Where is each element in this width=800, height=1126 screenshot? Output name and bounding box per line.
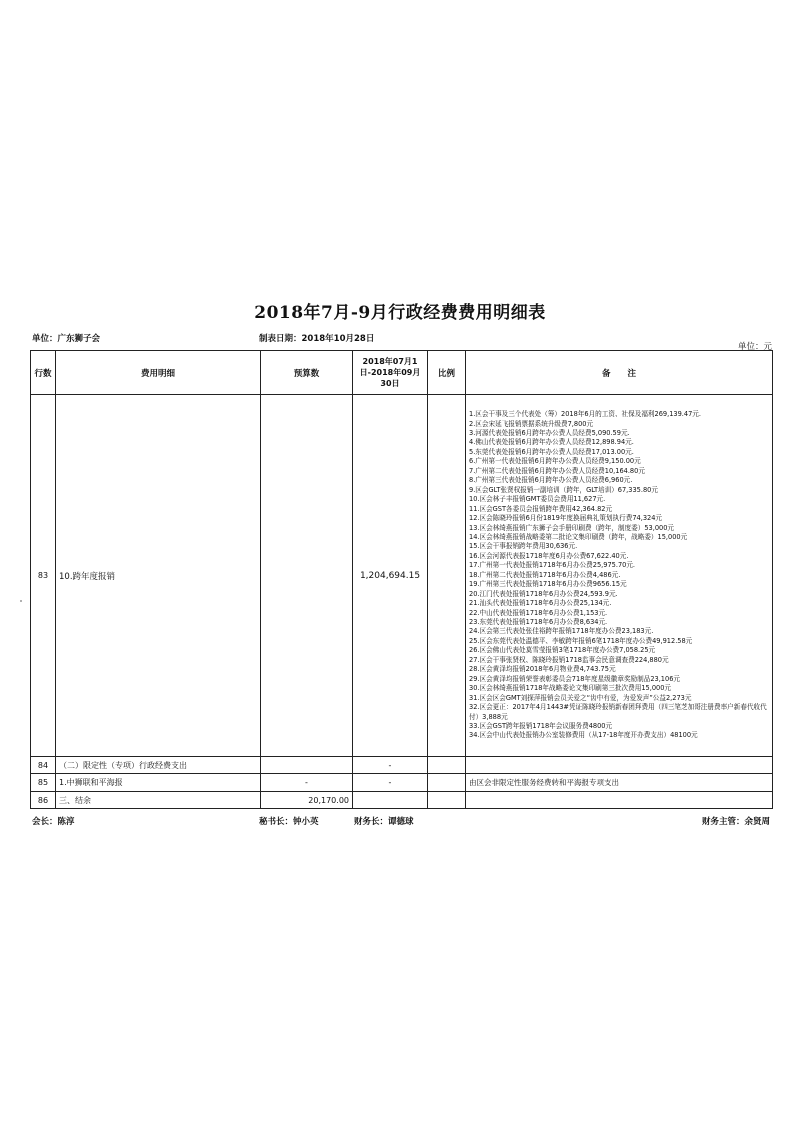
remark-line: 5.东莞代表处报销6月跨年办公费人员经费17,013.00元. <box>469 447 634 456</box>
row-number: 85 <box>31 774 56 792</box>
remark-line: 23.东莞代表处报销1718年6月办公费8,634元. <box>469 618 608 627</box>
remark-line: 7.广州第二代表处报销6月跨年办公费人员经费10,164.80元 <box>469 466 645 475</box>
remark-line: 17.广州第一代表处报销1718年6月办公费25,975.70元. <box>469 561 636 570</box>
remark-line: 4.佛山代表处报销6月跨年办公费人员经费12,898.94元. <box>469 438 634 447</box>
scan-speck <box>20 600 22 602</box>
row-budget <box>261 757 353 774</box>
currency-unit: 单位：元 <box>737 342 772 352</box>
row-remarks <box>466 395 773 757</box>
row-remark <box>466 792 773 809</box>
row-budget: - <box>261 774 353 792</box>
row-ratio <box>428 774 466 792</box>
remark-line: 18.广州第二代表处报销1718年6月办公费4,486元. <box>469 570 621 579</box>
remark-line: 9.区会GLT张贤权报销一副培训（跨年，GLT培训）67,335.80元 <box>469 485 658 494</box>
remark-line: 28.区会黄泽均报销2018年6月物业费4,743.75元 <box>469 665 616 674</box>
row-budget: 20,170.00 <box>261 792 353 809</box>
row-actual: - <box>353 757 428 774</box>
remark-line: 32.区会更正：2017年4月1443#凭证陈晓玲报销新春团拜费用（四三笔芝加哥注册费率户新春代收代付）3,888元 <box>469 703 767 721</box>
row-ratio <box>428 792 466 809</box>
remark-line: 22.中山代表处报销1718年6月办公费1,153元. <box>469 608 608 617</box>
header-detail: 费用明细 <box>56 351 261 395</box>
row-number: 83 <box>31 395 56 757</box>
remarks-list <box>469 410 769 741</box>
remark-line: 3.河源代表处报销6月跨年办公费人员经费5,090.59元. <box>469 428 630 437</box>
row-detail: 1.中狮联和平海报 <box>56 774 261 792</box>
row-number: 86 <box>31 792 56 809</box>
row-detail: 10.跨年度报销 <box>56 395 261 757</box>
remark-line: 29.区会黄泽均报销荣誉表彰委员会718年度星级徽章奖励制品23,106元 <box>469 674 680 683</box>
president-signature: 会长：陈淳 <box>32 817 75 827</box>
remark-line: 10.区会林子丰报销GMT委员会费用11,627元. <box>469 495 606 504</box>
remark-line: 31.区会区会GMT刘探萍报销会员关爱之“齿中有爱，为爱发声”公益2,273元 <box>469 693 692 702</box>
remark-line: 21.汕头代表处报销1718年6月办公费25,134元. <box>469 599 612 608</box>
expense-table <box>30 350 773 809</box>
header-ratio: 比例 <box>428 351 466 395</box>
row-detail: 三、结余 <box>56 792 261 809</box>
treasurer-signature: 财务长：谭德球 <box>354 817 414 827</box>
table-row <box>31 757 773 774</box>
remark-line: 33.区会GST跨年报销1718年会议服务费4800元 <box>469 722 613 731</box>
row-number: 84 <box>31 757 56 774</box>
page-title: 2018年7月-9月行政经费费用明细表 <box>254 303 546 323</box>
remark-line: 13.区会林绮燕报销广东狮子会手册印刷费（跨年，制度委）53,000元 <box>469 523 674 532</box>
remark-line: 15.区会干事报销跨年费用30,636元. <box>469 542 578 551</box>
remark-line: 26.区会佛山代表处莫雪莹报销3笔1718年度办公费7,058.25元 <box>469 646 656 655</box>
row-actual <box>353 792 428 809</box>
remark-line: 27.区会干事张贤权、陈晓玲报销1718监事会民意调查费224,880元 <box>469 655 669 664</box>
header-actual: 2018年07月1日-2018年09月30日 <box>353 351 428 395</box>
finance-head-signature: 财务主管：余贤周 <box>701 817 770 827</box>
remark-line: 6.广州第一代表处报销6月跨年办公费人员经费9,150.00元 <box>469 457 641 466</box>
table-row <box>31 395 773 757</box>
header-row-no: 行数 <box>31 351 56 395</box>
row-remark: 由区会非限定性服务经费转和平海报专项支出 <box>466 774 773 792</box>
table-header-row <box>31 351 773 395</box>
row-ratio <box>428 395 466 757</box>
row-remark <box>466 757 773 774</box>
row-actual: - <box>353 774 428 792</box>
remark-line: 12.区会陈晓玲报销6月份1819年度换届典礼策划执行费74,324元 <box>469 514 663 523</box>
header-budget: 预算数 <box>261 351 353 395</box>
remark-line: 24.区会第三代表处张佳裕跨年报销1718年度办公费23,183元. <box>469 627 654 636</box>
table-row <box>31 774 773 792</box>
report-date: 制表日期：2018年10月28日 <box>259 334 375 344</box>
remark-line: 14.区会林绮燕报销战略委第二批论文集印刷费（跨年，战略委）15,000元 <box>469 532 688 541</box>
remark-line: 1.区会干事及三个代表处（筹）2018年6月的工资、社保及福利269,139.47元. <box>469 410 701 419</box>
remark-line: 20.江门代表处报销1718年6月办公费24,593.9元. <box>469 589 618 598</box>
row-detail: （二）限定性（专项）行政经费支出 <box>56 757 261 774</box>
remark-line: 34.区会中山代表处报销办公室装修费用（从17-18年度开办费支出）48100元 <box>469 731 698 740</box>
remark-line: 2.区会宋延飞报销票据系统升级费7,800元 <box>469 419 594 428</box>
secretary-signature: 秘书长：钟小英 <box>259 817 319 827</box>
row-budget <box>261 395 353 757</box>
remark-line: 25.区会东莞代表处温德平、李敏跨年报销6笔1718年度办公费49,912.58元 <box>469 636 693 645</box>
remark-line: 16.区会河源代表报1718年度6月办公费67,622.40元. <box>469 551 629 560</box>
row-actual: 1,204,694.15 <box>353 395 428 757</box>
row-ratio <box>428 757 466 774</box>
remark-line: 8.广州第三代表处报销6月跨年办公费人员经费6,960元. <box>469 476 633 485</box>
remark-line: 30.区会林绮燕报销1718年战略委论文集印刷第三批次费用15,000元 <box>469 684 671 693</box>
organization-label: 单位：广东狮子会 <box>32 334 101 344</box>
table-row <box>31 792 773 809</box>
header-remark: 备 注 <box>466 351 773 395</box>
remark-line: 11.区会GST各委员会报销跨年费用42,364.82元 <box>469 504 613 513</box>
remark-line: 19.广州第三代表处报销1718年6月办公费9656.15元 <box>469 580 627 589</box>
